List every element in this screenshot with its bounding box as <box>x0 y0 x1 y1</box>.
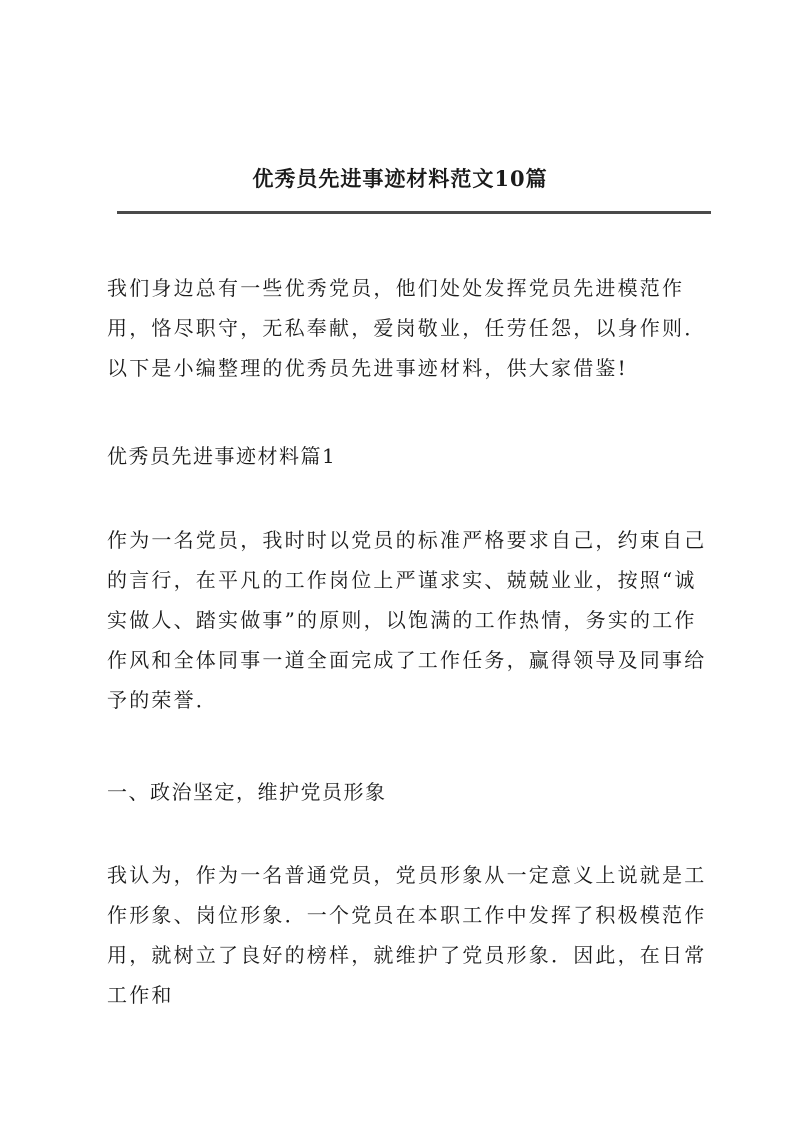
section-heading: 优秀员先进事迹材料篇1 <box>107 444 337 468</box>
title-underline <box>117 211 711 214</box>
document-title: 优秀员先进事迹材料范文10篇 <box>252 166 548 191</box>
intro-paragraph: 我们身边总有一些优秀党员，他们处处发挥党员先进模范作用，恪尽职守，无私奉献，爱岗敬业，任劳任怨，以身作则．以下是小编整理的优秀员先进事迹材料，供大家借鉴! <box>107 276 707 380</box>
section-paragraph: 作为一名党员，我时时以党员的标准严格要求自己，约束自己的言行，在平凡的工作岗位上严谨求实、兢兢业业，按照“诚实做人、踏实做事”的原则，以饱满的工作热情，务实的工作作风和全体同事一道全面完成了工作任务，赢得领导及同事给予的荣誉． <box>107 528 707 712</box>
part-heading: 一、政治坚定，维护党员形象 <box>107 780 387 804</box>
part-paragraph: 我认为，作为一名普通党员，党员形象从一定意义上说就是工作形象、岗位形象．一个党员在本职工作中发挥了积极模范作用，就树立了良好的榜样，就维护了党员形象．因此，在日常工作和 <box>107 863 707 1007</box>
